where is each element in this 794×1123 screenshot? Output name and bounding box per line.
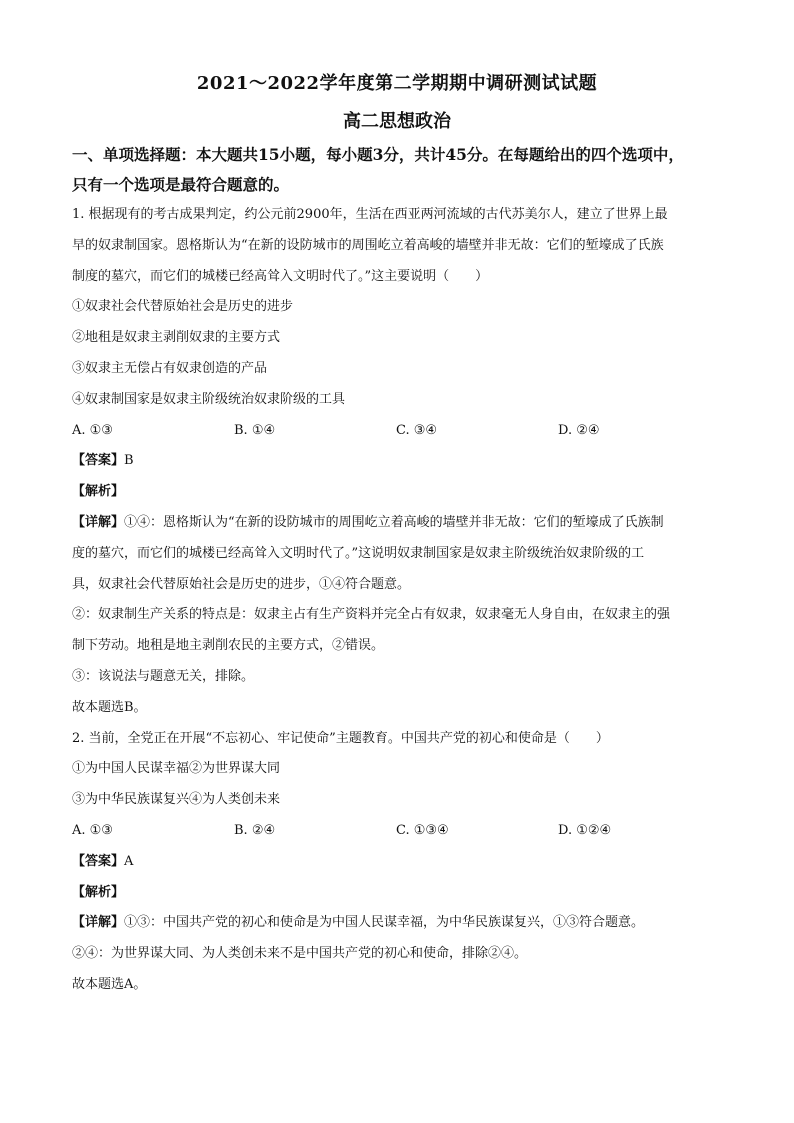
q1-answer-tag: 【答案】 — [72, 453, 125, 469]
section-heading-line2: 只有一个选项是最符合题意的。 — [72, 175, 290, 194]
q2-detail-line1 — [72, 908, 722, 939]
exam-title: 2021～2022学年度第二学期期中调研测试试题 — [196, 73, 598, 94]
section-heading-line1: 一、单项选择题：本大题共15小题，每小题3分，共计45分。在每题给出的四个选项中， — [72, 145, 684, 164]
q1-detail-line5: 制下劳动。地租是地主剥削农民的主要方式，②错误。 — [72, 638, 385, 654]
q1-item: ③奴隶主无偿占有奴隶创造的产品 — [72, 360, 268, 376]
q1-conclusion: 故本题选B。 — [72, 699, 147, 715]
question-1 — [72, 200, 722, 724]
q1-option-c: C. ③④ — [396, 422, 438, 438]
q1-answer-value: B — [124, 453, 134, 469]
q1-item: ②地租是奴隶主剥削奴隶的主要方式 — [72, 330, 281, 346]
q1-detail-line6: ③：该说法与题意无关，排除。 — [72, 668, 255, 684]
q1-stem-line3: 制度的墓穴，而它们的城楼已经高耸入文明时代了。”这主要说明（ ） — [72, 268, 489, 284]
exam-page — [72, 70, 722, 1001]
q1-option-d: D. ②④ — [558, 422, 600, 438]
q1-option-b: B. ①④ — [234, 422, 276, 438]
q2-answer-value: A — [124, 853, 134, 869]
q1-stem-line1: 1. 根据现有的考古成果判定，约公元前2900年，生活在西亚两河流域的古代苏美尔人，建立了世界上最 — [72, 207, 668, 222]
q2-conclusion: 故本题选A。 — [72, 976, 147, 992]
q2-options — [72, 816, 722, 847]
q2-item: ①为中国人民谋幸福②为世界谋大同 — [72, 761, 281, 777]
q1-detail-line3: 具，奴隶社会代替原始社会是历史的进步，①④符合题意。 — [72, 576, 411, 592]
question-2 — [72, 724, 722, 1001]
q2-detail-line2: ②④：为世界谋大同、为人类创未来不是中国共产党的初心和使命，排除②④。 — [72, 946, 528, 962]
q2-item: ③为中华民族谋复兴④为人类创未来 — [72, 792, 281, 808]
q1-option-a: A. ①③ — [72, 422, 113, 438]
q2-analysis-tag: 【解析】 — [72, 884, 125, 900]
exam-subject: 高二思想政治 — [343, 111, 451, 132]
q2-detail-tag: 【详解】 — [72, 915, 125, 931]
q1-answer — [72, 446, 722, 477]
q2-option-c: C. ①③④ — [396, 822, 449, 838]
q1-options — [72, 416, 722, 447]
q1-item: ①奴隶社会代替原始社会是历史的进步 — [72, 299, 294, 315]
q1-detail-line1 — [72, 508, 722, 539]
q1-detail-text: ①④：恩格斯认为“在新的设防城市的周围屹立着高峻的墙壁并非无故：它们的堑壕成了氏族制 — [124, 514, 664, 530]
q2-option-a: A. ①③ — [72, 822, 113, 838]
q2-option-b: B. ②④ — [234, 822, 276, 838]
q1-analysis-tag: 【解析】 — [72, 484, 125, 500]
q2-stem-line1: 2. 当前，全党正在开展“不忘初心、牢记使命”主题教育。中国共产党的初心和使命是（ ） — [72, 730, 609, 746]
q1-detail-line2: 度的墓穴，而它们的城楼已经高耸入文明时代了。”这说明奴隶制国家是奴隶主阶级统治奴隶阶级的工 — [72, 545, 645, 561]
q1-detail-line4: ②：奴隶制生产关系的特点是：奴隶主占有生产资料并完全占有奴隶，奴隶毫无人身自由，在奴隶主的强 — [72, 607, 671, 623]
q2-answer-tag: 【答案】 — [72, 853, 125, 869]
q1-item: ④奴隶制国家是奴隶主阶级统治奴隶阶级的工具 — [72, 391, 346, 407]
q1-stem-line2: 早的奴隶制国家。恩格斯认为“在新的设防城市的周围屹立着高峻的墙壁并非无故：它们的堑壕成了氏族 — [72, 237, 664, 253]
q2-option-d: D. ①②④ — [558, 822, 612, 838]
q2-detail-text: ①③：中国共产党的初心和使命是为中国人民谋幸福，为中华民族谋复兴，①③符合题意。 — [124, 915, 645, 931]
q2-answer — [72, 847, 722, 878]
section-heading — [72, 140, 722, 200]
q1-detail-tag: 【详解】 — [72, 514, 125, 530]
